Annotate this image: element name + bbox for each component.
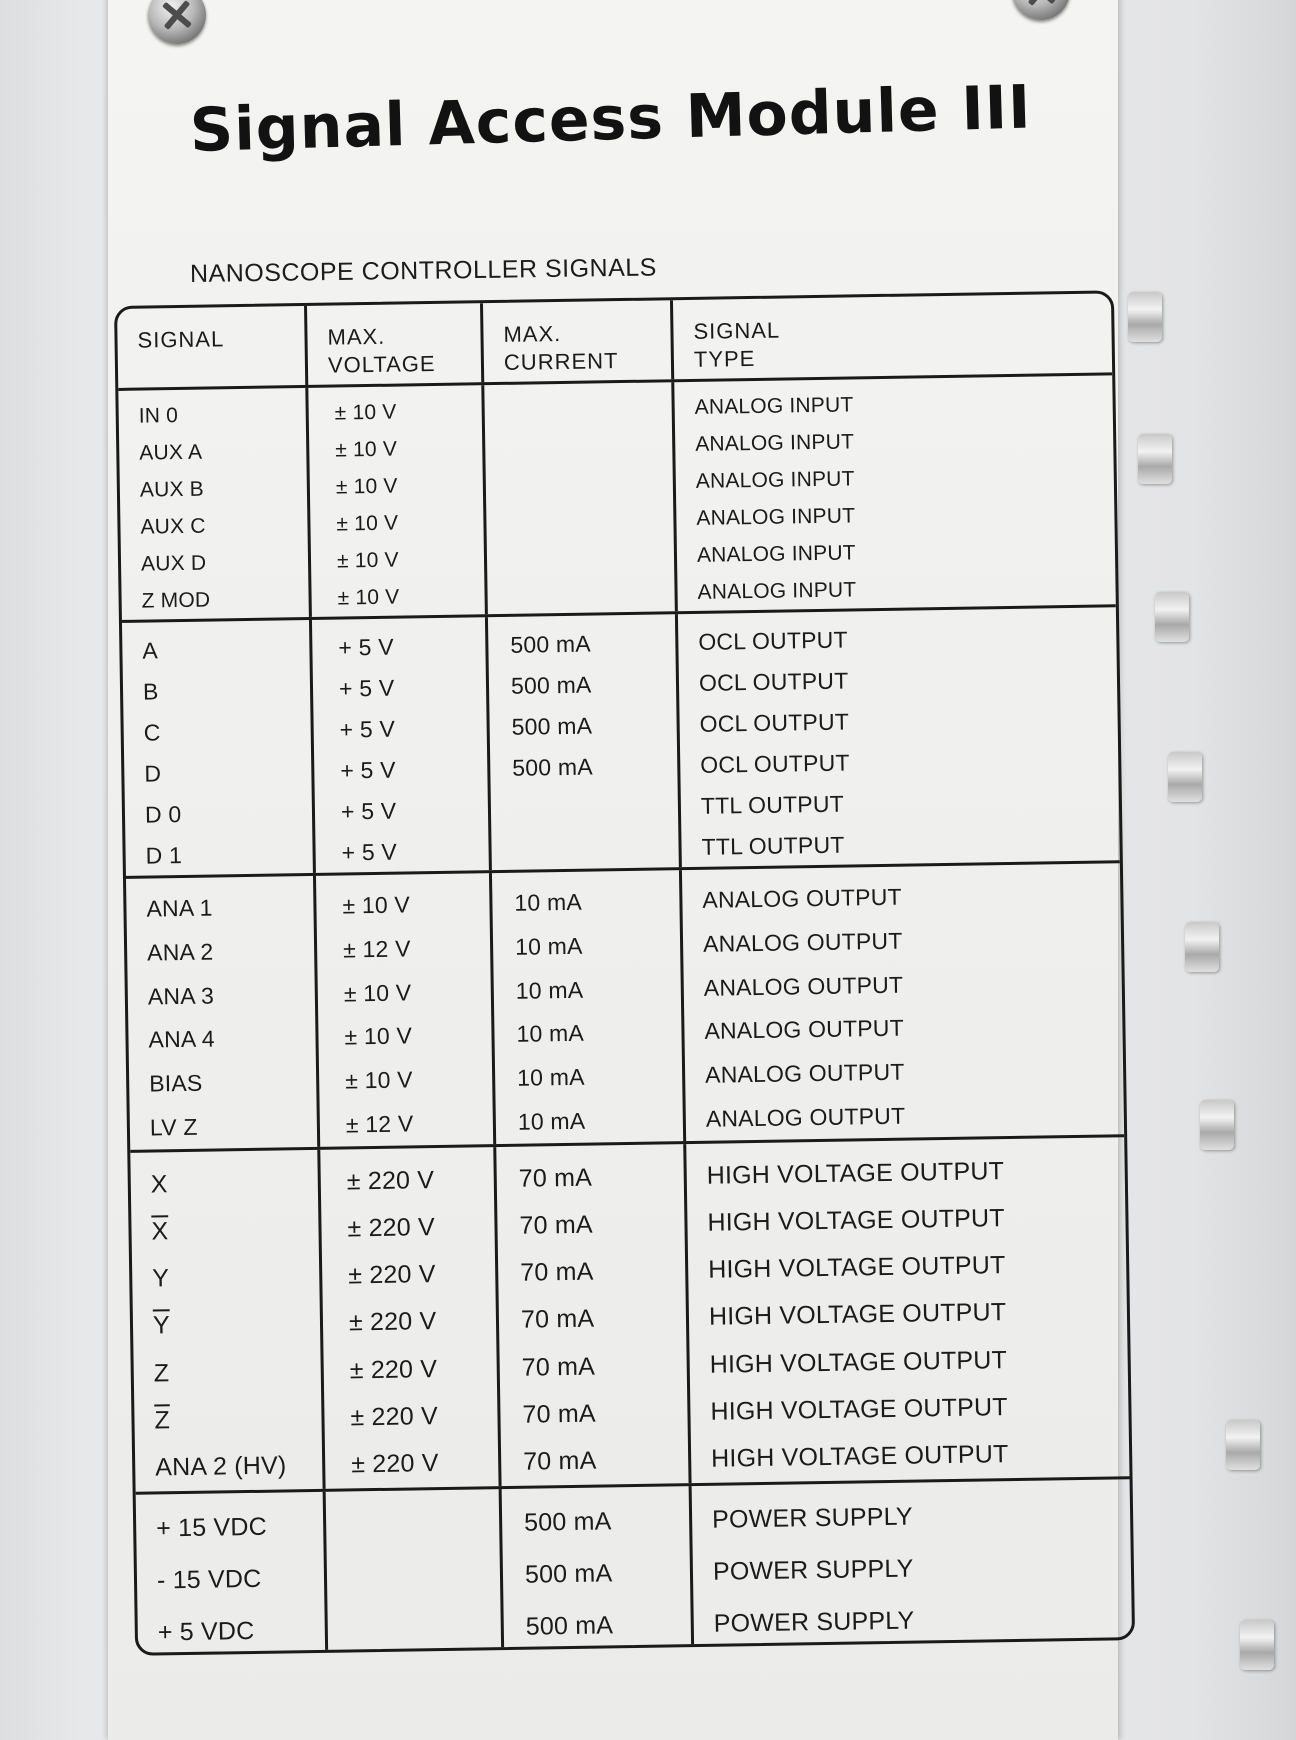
max-voltage: ± 220 V [349,1354,438,1385]
max-current: 10 mA [517,1107,586,1135]
max-voltage: ± 220 V [346,1165,435,1196]
voltage-column [326,1489,505,1656]
signal-name: D [144,760,162,787]
signal-name: Y [152,1264,170,1293]
table-header [117,293,1112,391]
header-text: SIGNAL [137,326,225,353]
signal-type: OCL OUTPUT [698,626,848,656]
group-analog-inputs [118,375,1116,623]
header-signal [117,306,308,388]
signal-name: + 15 VDC [155,1512,268,1543]
max-current: 70 mA [522,1399,596,1429]
signal-type: HIGH VOLTAGE OUTPUT [710,1440,1009,1474]
signal-name: A [142,637,159,665]
signal-type: ANALOG INPUT [695,430,855,457]
current-column [496,1144,691,1486]
max-voltage: ± 10 V [344,1022,413,1050]
signal-type: ANALOG INPUT [696,504,856,530]
max-current: 500 mA [510,671,592,700]
signal-column [118,388,312,620]
max-current: 500 mA [524,1559,613,1589]
header-text: VOLTAGE [327,350,436,378]
signal-type: POWER SUPPLY [711,1502,913,1534]
signal-name: B [142,678,159,705]
signal-type: TTL OUTPUT [701,831,845,860]
header-text: MAX. [503,320,562,347]
bnc-connector-icon [1240,1620,1274,1670]
max-current: 10 mA [514,932,583,960]
type-column [678,607,1120,867]
type-column [692,1479,1133,1650]
signal-name: AUX B [139,477,205,502]
bnc-connector-icon [1138,434,1172,484]
max-current: 10 mA [515,976,584,1004]
header-max-voltage [307,303,484,385]
signal-type: ANALOG OUTPUT [705,1102,906,1132]
group-analog-outputs [126,863,1124,1153]
signal-name: ANA 2 (HV) [155,1451,287,1482]
max-voltage: ± 10 V [337,585,400,610]
signal-type: HIGH VOLTAGE OUTPUT [706,1156,1005,1190]
type-column [674,375,1116,611]
voltage-column [316,873,496,1147]
max-voltage: + 5 V [338,634,394,661]
max-voltage: + 5 V [341,838,398,866]
signal-type: POWER SUPPLY [712,1554,914,1586]
signal-type: HIGH VOLTAGE OUTPUT [707,1251,1006,1284]
max-current: 70 mA [519,1210,593,1240]
signal-type: ANALOG OUTPUT [703,971,904,1001]
max-voltage: ± 12 V [345,1110,414,1138]
max-voltage: ± 10 V [336,511,399,536]
signal-name: Z [153,1359,170,1388]
group-digital-outputs [122,607,1120,879]
type-column [686,1137,1129,1483]
max-voltage: ± 220 V [347,1212,436,1243]
signal-name: BIAS [149,1069,203,1097]
max-current: 500 mA [512,753,593,781]
header-text: MAX. [327,323,386,350]
group-power-supply [136,1479,1132,1656]
signal-name: D 0 [144,800,182,828]
signal-name: ANA 3 [147,982,215,1010]
max-current [511,832,678,865]
signal-name: C [143,719,161,746]
signal-column [130,1150,325,1492]
max-current: 500 mA [511,712,593,740]
voltage-column [308,385,488,617]
max-current [511,791,678,824]
signal-name: ANA 2 [146,938,214,966]
signal-type: ANALOG OUTPUT [702,883,902,913]
signal-name-inverted: $\overline{Y}$ [152,1311,171,1340]
signal-type: ANALOG INPUT [696,541,856,567]
max-current: 500 mA [510,630,592,659]
signal-type: TTL OUTPUT [700,790,845,819]
max-current: 70 mA [520,1257,594,1287]
max-current: 500 mA [523,1507,612,1537]
signal-column [126,876,320,1150]
max-current: 70 mA [520,1305,595,1335]
max-voltage: + 5 V [340,756,396,784]
max-voltage: ± 10 V [344,1066,413,1094]
max-voltage: ± 10 V [335,437,398,462]
bnc-connector-icon [1155,592,1189,642]
current-column [488,614,682,870]
max-voltage: ± 10 V [334,400,397,425]
signal-name: AUX C [140,514,206,539]
signal-name: - 15 VDC [156,1564,262,1595]
signal-name: LV Z [149,1113,198,1141]
max-voltage: ± 10 V [342,891,411,919]
header-text: SIGNAL [693,317,781,344]
signal-type: ANALOG OUTPUT [702,927,903,957]
current-column [502,1486,695,1653]
module-title: Signal Access Module III [189,72,1033,166]
max-voltage: ± 220 V [351,1449,439,1479]
group-high-voltage-outputs [130,1137,1129,1495]
current-column [484,382,678,614]
max-current: 70 mA [521,1352,596,1382]
max-voltage: ± 12 V [342,935,411,963]
signal-name: X [150,1169,168,1199]
signal-name: IN 0 [138,404,179,429]
max-current: 70 mA [518,1163,593,1193]
header-signal-type [673,293,1112,379]
max-voltage: + 5 V [340,797,397,825]
max-current: 10 mA [514,888,583,916]
signal-name: ANA 4 [148,1025,215,1053]
max-current: 10 mA [516,1063,585,1091]
signal-name: + 5 VDC [157,1616,255,1647]
signal-type: OCL OUTPUT [700,749,850,778]
signal-name: AUX D [140,551,207,576]
header-text: CURRENT [503,348,619,375]
signal-type: ANALOG INPUT [697,577,857,604]
max-voltage: + 5 V [338,674,395,702]
signal-name: D 1 [145,841,183,869]
type-column [682,863,1124,1141]
signal-type: ANALOG OUTPUT [704,1015,905,1045]
max-voltage: ± 220 V [348,1260,436,1290]
header-text: TYPE [693,345,756,372]
max-current: 10 mA [516,1020,585,1048]
bnc-connector-icon [1200,1100,1234,1150]
max-voltage: ± 10 V [336,548,399,573]
max-voltage: ± 10 V [343,978,412,1007]
signal-column [136,1492,329,1656]
signal-type: ANALOG OUTPUT [704,1058,905,1089]
signal-column [122,620,316,876]
signal-name-inverted: $\overline{X}$ [151,1217,169,1246]
signal-name: ANA 1 [146,894,213,922]
current-column [492,870,686,1144]
signal-type: HIGH VOLTAGE OUTPUT [710,1393,1008,1426]
bnc-connector-icon [1128,292,1162,342]
max-current: 500 mA [525,1611,614,1641]
signal-name: Z MOD [141,588,211,613]
signal-type: HIGH VOLTAGE OUTPUT [707,1204,1005,1237]
signal-type: HIGH VOLTAGE OUTPUT [708,1298,1007,1332]
signal-type: OCL OUTPUT [699,708,850,737]
table-subtitle: NANOSCOPE CONTROLLER SIGNALS [189,253,658,288]
signal-type: HIGH VOLTAGE OUTPUT [709,1345,1008,1379]
max-current: 70 mA [522,1446,597,1477]
max-voltage: ± 220 V [350,1402,439,1432]
voltage-column [320,1147,501,1489]
bnc-connector-icon [1168,752,1202,802]
signal-type: OCL OUTPUT [698,667,849,697]
signal-name: AUX A [139,440,203,465]
signal-type: ANALOG INPUT [694,393,854,420]
max-voltage: ± 10 V [335,474,398,499]
signal-name-inverted: $\overline{Z}$ [154,1406,171,1435]
signal-type: ANALOG INPUT [695,467,855,493]
voltage-column [312,617,492,873]
signal-table [114,290,1135,1656]
signal-type: POWER SUPPLY [713,1606,915,1638]
header-max-current [483,300,674,382]
bnc-connector-icon [1185,922,1219,972]
max-voltage: ± 220 V [348,1307,437,1337]
bnc-connector-icon [1226,1420,1260,1470]
max-voltage: + 5 V [339,715,396,743]
